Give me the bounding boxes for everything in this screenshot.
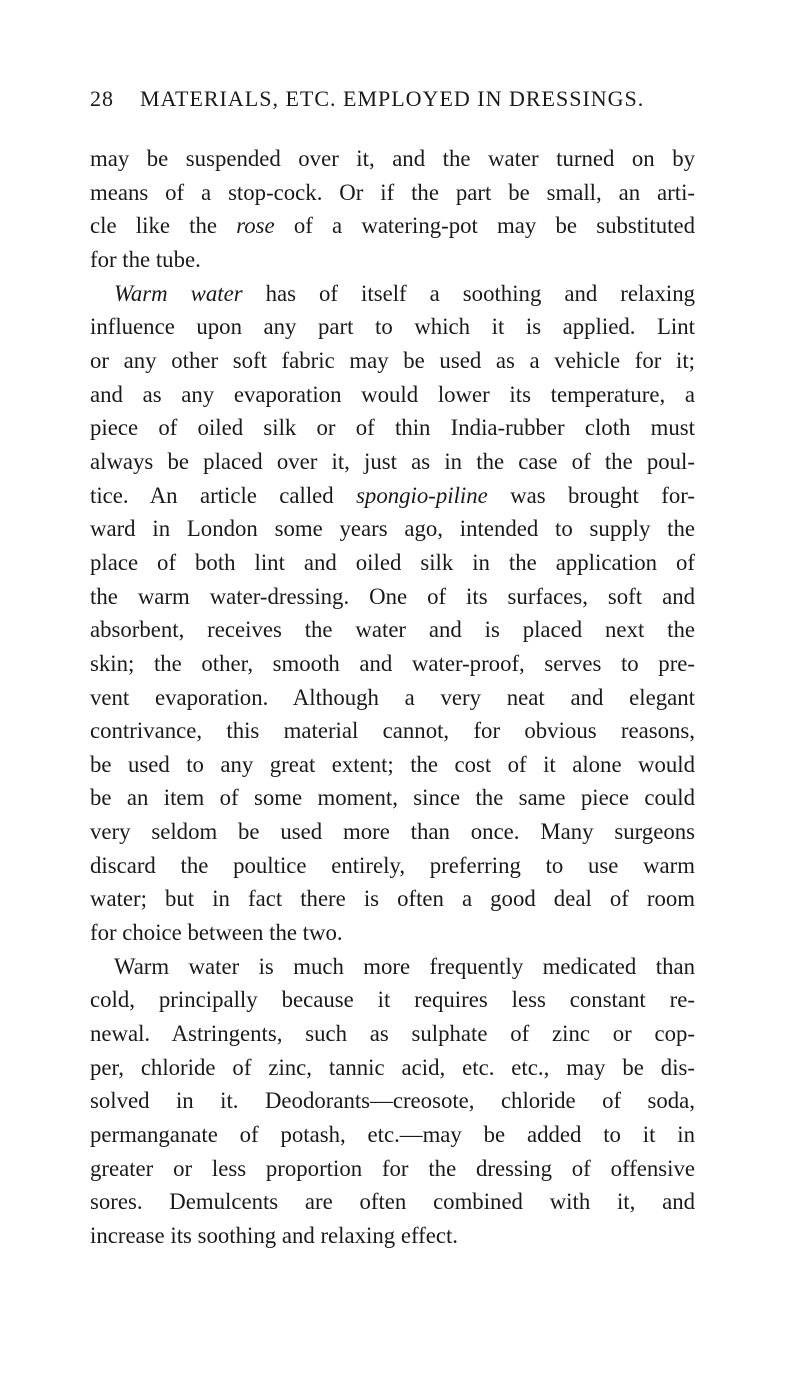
text-line: sores. Demulcents are often combined with it, and	[90, 1189, 695, 1215]
text-line: always be placed over it, just as in the case of the poul-	[90, 448, 695, 474]
text-line: increase its soothing and relaxing effect.	[90, 1223, 459, 1248]
text-line: absorbent, receives the water and is placed next the	[90, 617, 695, 643]
text-line: may be suspended over it, and the water turned on by	[90, 146, 695, 171]
text-line: contrivance, this material cannot, for obvious reasons,	[90, 718, 695, 744]
text-line: for choice between the two.	[90, 920, 343, 946]
text-line: permanganate of potash, etc.—may be added to it in	[90, 1122, 695, 1148]
running-title: MATERIALS, ETC. EMPLOYED IN DRESSINGS.	[140, 86, 645, 111]
text-line: newal. Astringents, such as sulphate of zinc or cop-	[90, 1021, 695, 1047]
page-number: 28	[90, 86, 114, 111]
body-text	[90, 142, 695, 1253]
text-line: piece of oiled silk or of thin India-rubber cloth must	[90, 415, 695, 441]
text-line: very seldom be used more than once. Many surgeons	[90, 819, 695, 845]
text-line: discard the poultice entirely, preferring to use warm	[90, 852, 695, 878]
text-line: for the tube.	[90, 246, 201, 272]
text-line: or any other soft fabric may be used as a vehicle for it;	[90, 347, 695, 373]
text-line: the warm water-dressing. One of its surfaces, soft and	[90, 583, 695, 609]
text-line: Warm water has of itself a soothing and relaxing	[114, 280, 695, 306]
text-line: per, chloride of zinc, tannic acid, etc. etc., may be dis-	[90, 1054, 695, 1080]
text-line: cle like the rose of a watering-pot may be substituted	[90, 213, 695, 239]
text-line: skin; the other, smooth and water-proof, serves to pre-	[90, 650, 695, 676]
text-line: be used to any great extent; the cost of it alone would	[90, 751, 695, 777]
italic-term: rose	[236, 213, 275, 239]
text-line: cold, principally because it requires less constant re-	[90, 987, 695, 1013]
text-line: Warm water is much more frequently medicated than	[114, 953, 695, 979]
text-line: water; but in fact there is often a good deal of room	[90, 886, 695, 912]
text-line: ward in London some years ago, intended to supply the	[90, 516, 695, 542]
page-header	[90, 86, 690, 120]
italic-term: spongio-piline	[356, 482, 488, 508]
text-line: greater or less proportion for the dressing of offensive	[90, 1155, 695, 1181]
text-line: vent evaporation. Although a very neat and elegant	[90, 684, 695, 710]
text-line: tice. An article called spongio-piline was brought for-	[90, 482, 695, 508]
text-line: place of both lint and oiled silk in the application of	[90, 549, 695, 575]
text-line: influence upon any part to which it is applied. Lint	[90, 314, 695, 340]
text-line: be an item of some moment, since the same piece could	[90, 785, 695, 811]
text-line: and as any evaporation would lower its temperature, a	[90, 381, 695, 407]
text-line: means of a stop-cock. Or if the part be small, an arti-	[90, 179, 695, 205]
italic-term: Warm water	[114, 280, 243, 306]
text-line: solved in it. Deodorants—creosote, chloride of soda,	[90, 1088, 695, 1114]
